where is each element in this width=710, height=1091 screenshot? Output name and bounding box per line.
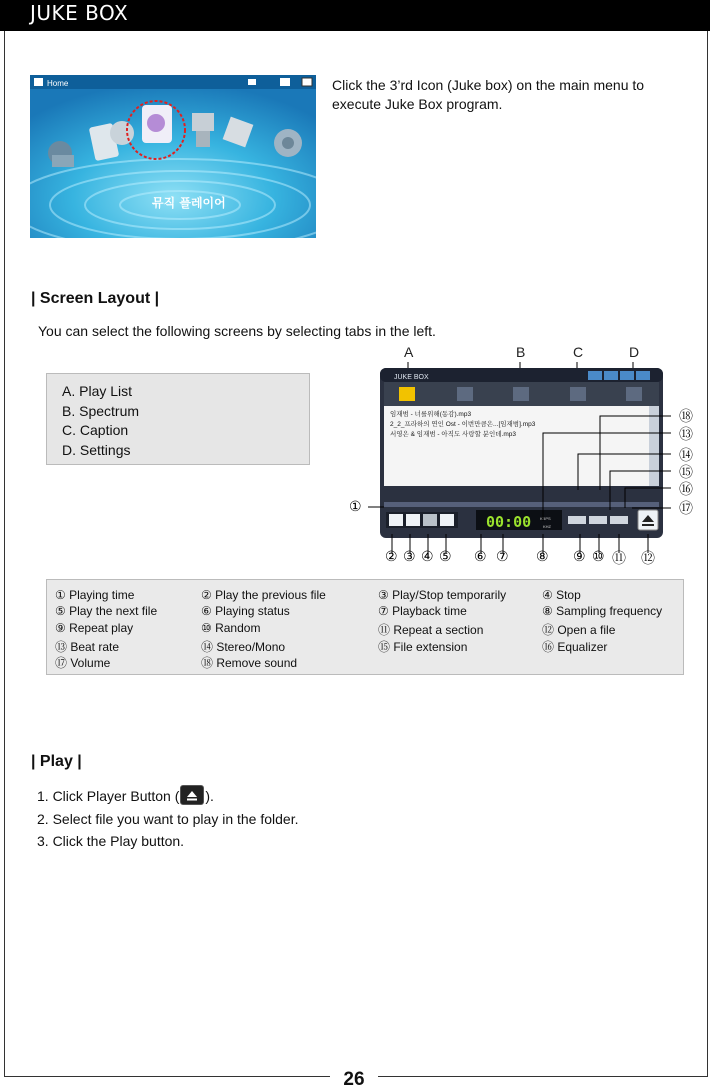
page-header bbox=[0, 0, 710, 31]
playlist-item-3[interactable]: 서영은 & 임재범 - 아직도 사랑할 분인데.mp3 bbox=[390, 431, 516, 438]
legend-item: ⑥ Playing status bbox=[201, 604, 290, 618]
page-number-box bbox=[330, 1066, 378, 1091]
legend-item: ① Playing time bbox=[55, 588, 135, 602]
callout-14: ⑭ bbox=[679, 447, 693, 463]
tab-caption: C. Caption bbox=[62, 422, 129, 438]
label-a: A bbox=[404, 344, 414, 360]
intro-text: Click the 3’rd Icon (Juke box) on the main menu to execute Juke Box program. bbox=[332, 77, 645, 112]
khz-label: KHZ bbox=[543, 524, 551, 529]
legend-item: ④ Stop bbox=[542, 588, 581, 602]
legend-item: ③ Play/Stop temporarily bbox=[378, 588, 507, 602]
tabs-list-box bbox=[46, 373, 310, 465]
callout-12: ⑫ bbox=[641, 550, 655, 566]
legend-item: ⑫ Open a file bbox=[542, 623, 616, 637]
play-heading: | Play | bbox=[31, 753, 82, 770]
time-display: 00:00 bbox=[486, 513, 532, 531]
legend-box bbox=[46, 579, 684, 675]
callout-17: ⑰ bbox=[679, 500, 693, 516]
home-screen-image bbox=[30, 75, 316, 238]
legend-item: ⑯ Equalizer bbox=[542, 640, 608, 654]
player-window-graphic bbox=[330, 340, 710, 570]
callout-8: ⑧ bbox=[536, 548, 549, 564]
legend-item: ⑬ Beat rate bbox=[55, 640, 120, 654]
player-title: JUKE BOX bbox=[394, 374, 429, 381]
legend-item: ⑰ Volume bbox=[55, 656, 111, 670]
home-screen-caption: 뮤직 플레이어 bbox=[152, 196, 226, 210]
legend-item: ⑤ Play the next file bbox=[55, 604, 158, 618]
callout-5: ⑤ bbox=[439, 548, 452, 564]
label-d: D bbox=[629, 344, 640, 360]
playlist-item-2[interactable]: 2_2_프라하의 연인 Ost - 이번만큼은...[임재범].mp3 bbox=[390, 421, 536, 428]
callout-7: ⑦ bbox=[496, 548, 509, 564]
step-1 bbox=[37, 785, 299, 808]
callout-9: ⑨ bbox=[573, 548, 586, 564]
legend-item: ⑨ Repeat play bbox=[55, 621, 134, 635]
play-steps bbox=[37, 785, 299, 853]
callout-2: ② bbox=[385, 548, 398, 564]
legend-item: ⑭ Stereo/Mono bbox=[201, 640, 286, 654]
callout-18: ⑱ bbox=[679, 408, 693, 424]
home-screen-title: Home bbox=[47, 79, 69, 88]
screen-layout-heading: | Screen Layout | bbox=[31, 290, 160, 307]
screen-layout-description: You can select the following screens by selecting tabs in the left. bbox=[38, 323, 436, 339]
callout-3: ③ bbox=[403, 548, 416, 564]
callout-11: ⑪ bbox=[612, 550, 626, 566]
legend-item: ⑦ Playback time bbox=[378, 604, 467, 618]
legend-item: ⑧ Sampling frequency bbox=[542, 604, 663, 618]
step-3: 3. Click the Play button. bbox=[37, 833, 185, 849]
step-1-text-after: ). bbox=[205, 788, 214, 804]
eject-icon bbox=[180, 785, 204, 805]
label-c: C bbox=[573, 344, 584, 360]
step-2: 2. Select file you want to play in the folder. bbox=[37, 810, 299, 827]
page-title: JUKE BOX bbox=[30, 1, 129, 25]
callout-6: ⑥ bbox=[474, 548, 487, 564]
callout-1: ① bbox=[349, 498, 362, 514]
legend-item: ⑱ Remove sound bbox=[201, 656, 298, 670]
home-screen-illustration bbox=[30, 75, 316, 238]
callout-16: ⑯ bbox=[679, 481, 693, 497]
tab-spectrum: B. Spectrum bbox=[62, 402, 140, 419]
callout-13: ⑬ bbox=[679, 426, 693, 442]
legend-item: ⑪ Repeat a section bbox=[378, 623, 484, 637]
callout-15: ⑮ bbox=[679, 464, 693, 480]
page-number: 26 bbox=[343, 1069, 365, 1090]
step-1-text-before: 1. Click Player Button ( bbox=[37, 788, 180, 804]
player-diagram bbox=[330, 340, 710, 570]
legend-item: ⑮ File extension bbox=[378, 640, 468, 654]
kbps-label: KBPS bbox=[540, 516, 551, 521]
tab-play-list: A. Play List bbox=[62, 383, 133, 399]
legend-item: ② Play the previous file bbox=[201, 588, 326, 602]
playlist-item-1[interactable]: 임재범 - 너를위해(동감).mp3 bbox=[390, 411, 472, 418]
tab-settings: D. Settings bbox=[62, 441, 131, 458]
legend-item: ⑩ Random bbox=[201, 621, 261, 635]
label-b: B bbox=[516, 344, 526, 360]
callout-4: ④ bbox=[421, 548, 434, 564]
callout-10: ⑩ bbox=[592, 548, 605, 564]
